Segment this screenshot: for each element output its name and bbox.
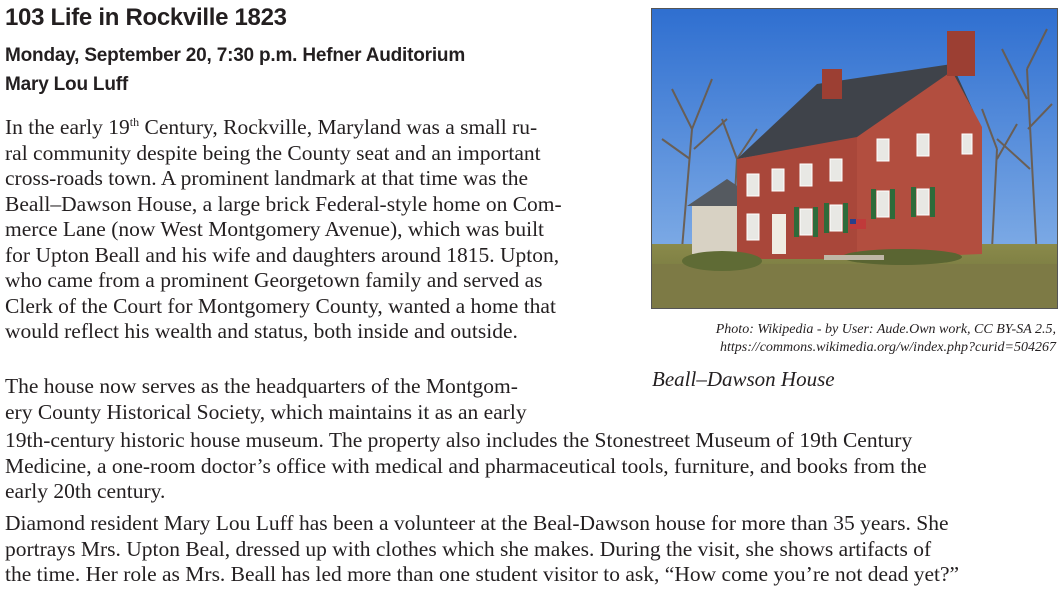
paragraph-line: Clerk of the Court for Montgomery County, wanted a home that <box>5 293 556 318</box>
paragraph-line: cross-roads town. A prominent landmark at that time was the <box>5 166 529 190</box>
photo-credit-url: https://commons.wikimedia.org/w/index.php?curid=504267 <box>720 340 1056 355</box>
paragraph-line: Beall–Dawson House, a large brick Federal-style home on Com- <box>5 191 562 216</box>
photo-caption: Beall–Dawson House <box>652 367 835 391</box>
paragraph-line: portrays Mrs. Upton Beal, dressed up with clothes which she makes. During the visit, she shows artifacts of <box>5 536 932 561</box>
paragraph-line: early 20th century. <box>5 479 166 503</box>
headquarters-paragraph-top <box>5 374 631 425</box>
paragraph-line: Medicine, a one-room doctor’s office with medical and pharmaceutical tools, furniture, and books from the <box>5 453 927 478</box>
paragraph-line: The house now serves as the headquarters of the Montgom- <box>5 374 518 398</box>
program-title: 103 Life in Rockville 1823 <box>5 4 287 31</box>
paragraph-line: ery County Historical Society, which maintains it as an early <box>5 399 527 424</box>
headquarters-paragraph-bottom <box>5 428 1057 505</box>
paragraph-line: In the early 19th Century, Rockville, Maryland was a small ru- <box>5 115 538 139</box>
paragraph-line: would reflect his wealth and status, both inside and outside. <box>5 319 518 343</box>
paragraph-line: Diamond resident Mary Lou Luff has been a volunteer at the Beal-Dawson house for more than 35 years. She <box>5 511 949 535</box>
volunteer-paragraph <box>5 511 1057 588</box>
paragraph-line: for Upton Beall and his wife and daughters around 1815. Upton, <box>5 242 560 267</box>
paragraph-line: 19th-century historic house museum. The property also includes the Stonestreet Museum of 19th Century <box>5 428 913 452</box>
paragraph-line: merce Lane (now West Montgomery Avenue), which was built <box>5 217 545 241</box>
paragraph-line: ral community despite being the County seat and an important <box>5 140 541 165</box>
photo-credit <box>640 321 1056 357</box>
paragraph-line: the time. Her role as Mrs. Beall has led more than one student visitor to ask, “How come you’re not dead yet?” <box>5 562 960 586</box>
paragraph-line: who came from a prominent Georgetown family and served as <box>5 268 543 292</box>
intro-paragraph <box>5 115 631 345</box>
speaker-name: Mary Lou Luff <box>5 74 128 95</box>
beall-dawson-house-photo <box>651 8 1058 309</box>
event-datetime-location: Monday, September 20, 7:30 p.m. Hefner Auditorium <box>5 45 466 66</box>
photo-credit-line: Photo: Wikipedia - by User: Aude.Own work, CC BY-SA 2.5, <box>715 322 1056 337</box>
